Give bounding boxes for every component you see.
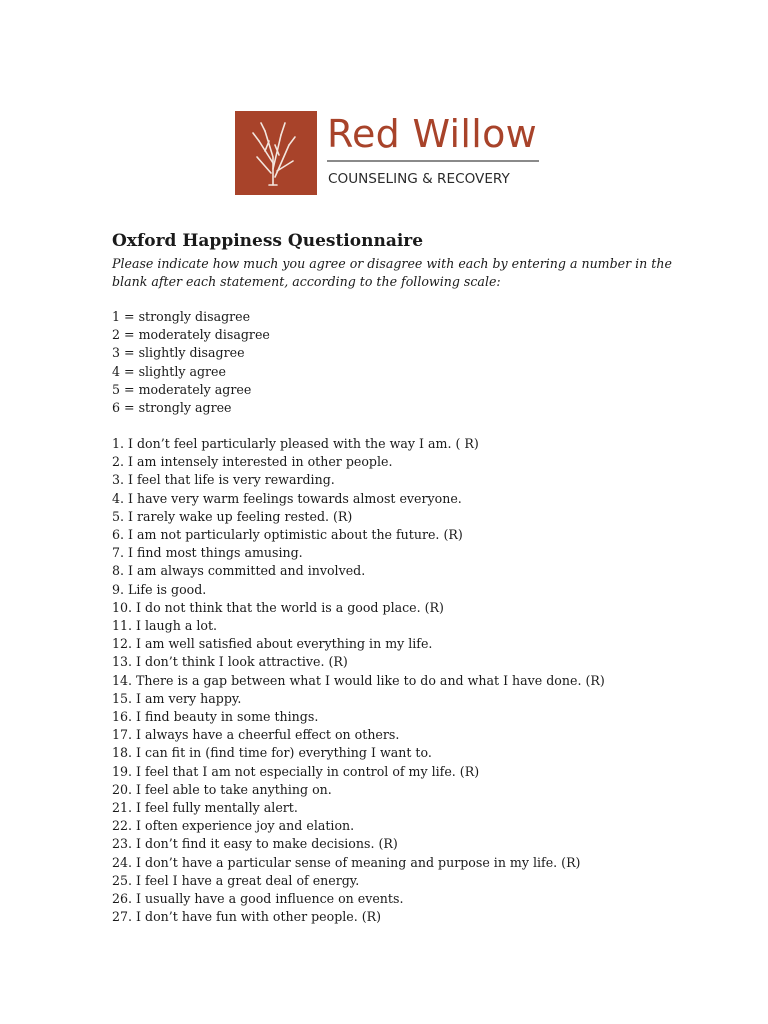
question-item: 7. I find most things amusing.: [112, 545, 303, 561]
brand-subtitle: COUNSELING & RECOVERY: [328, 171, 510, 187]
scale-item: 1 = strongly disagree: [112, 309, 251, 324]
instructions-line: Please indicate how much you agree or disagree with each by entering a number in the: [112, 256, 672, 271]
question-item: 18. I can fit in (find time for) everything I want to.: [112, 745, 432, 761]
page-title: Oxford Happiness Questionnaire: [112, 231, 424, 251]
instructions-line: blank after each statement, according to the following scale:: [112, 274, 501, 289]
scale-item: 4 = slightly agree: [112, 363, 226, 379]
question-item: 6. I am not particularly optimistic about the future. (R): [112, 527, 463, 543]
question-item: 12. I am well satisfied about everything in my life.: [112, 636, 433, 652]
question-item: 21. I feel fully mentally alert.: [112, 800, 298, 816]
brand-divider: [327, 160, 539, 162]
question-item: 20. I feel able to take anything on.: [112, 781, 332, 797]
logo-icon: [235, 111, 317, 195]
question-item: 27. I don’t have fun with other people. (R): [112, 909, 382, 925]
question-item: 2. I am intensely interested in other people.: [112, 454, 393, 470]
rating-scale: [112, 308, 270, 417]
question-item: 17. I always have a cheerful effect on others.: [112, 727, 400, 743]
question-item: 16. I find beauty in some things.: [112, 709, 319, 725]
question-item: 4. I have very warm feelings towards almost everyone.: [112, 490, 462, 506]
question-item: 25. I feel I have a great deal of energy.: [112, 872, 360, 888]
scale-item: 6 = strongly agree: [112, 400, 232, 416]
brand-name: Red Willow: [327, 112, 538, 156]
question-item: 19. I feel that I am not especially in control of my life. (R): [112, 763, 480, 779]
question-item: 11. I laugh a lot.: [112, 618, 218, 634]
question-item: 26. I usually have a good influence on events.: [112, 891, 404, 907]
scale-item: 5 = moderately agree: [112, 381, 252, 397]
question-item: 3. I feel that life is very rewarding.: [112, 472, 335, 488]
question-item: 22. I often experience joy and elation.: [112, 818, 355, 834]
question-item: 10. I do not think that the world is a good place. (R): [112, 599, 444, 615]
questionnaire-items: [112, 435, 605, 926]
question-item: 5. I rarely wake up feeling rested. (R): [112, 508, 353, 524]
question-item: 24. I don’t have a particular sense of meaning and purpose in my life. (R): [112, 854, 581, 870]
scale-item: 3 = slightly disagree: [112, 345, 245, 361]
question-item: 9. Life is good.: [112, 581, 207, 597]
question-item: 13. I don’t think I look attractive. (R): [112, 654, 348, 670]
instructions: [112, 255, 672, 291]
question-item: 23. I don’t find it easy to make decisions. (R): [112, 836, 398, 852]
scale-item: 2 = moderately disagree: [112, 327, 270, 343]
question-item: 14. There is a gap between what I would like to do and what I have done. (R): [112, 672, 605, 688]
willow-tree-icon: [235, 111, 317, 195]
question-item: 15. I am very happy.: [112, 690, 242, 706]
question-item: 1. I don’t feel particularly pleased with the way I am. ( R): [112, 436, 479, 451]
question-item: 8. I am always committed and involved.: [112, 563, 366, 579]
